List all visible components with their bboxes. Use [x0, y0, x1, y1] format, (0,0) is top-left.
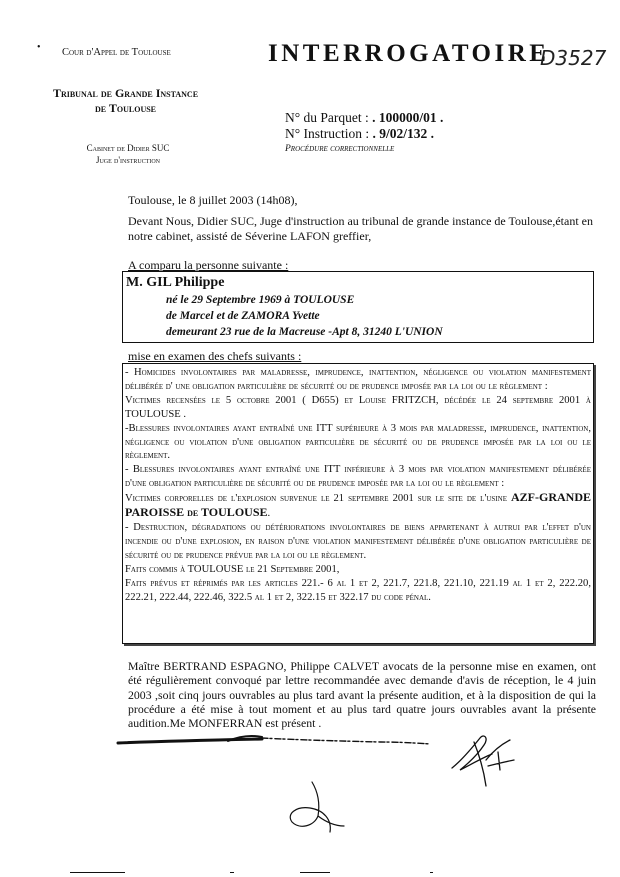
signature-stroke-line [118, 736, 430, 744]
person-parents: de Marcel et de ZAMORA Yvette [166, 310, 320, 322]
document-title: INTERROGATOIRE [268, 40, 550, 67]
instruction-label: N° Instruction : [285, 126, 370, 141]
margin-mark: • [37, 42, 41, 53]
person-birth: né le 29 Septembre 1969 à TOULOUSE [166, 294, 355, 306]
cabinet-line-2: Juge d'instruction [95, 155, 161, 165]
charge-homicides: - Homicides involontaires par maladresse, imprudence, inattention, négligence ou violation manifestement délibérée d' une obligation particulière de sécurité ou de prudence imposée par la loi ou le règlement : [125, 367, 591, 392]
procedure-type: Procédure correctionnelle [285, 144, 395, 154]
charge-blessures-sup: -Blessures involontaires ayant entraîné une ITT supérieure à 3 mois par maladresse, imprudence, inattention, négligence ou violation d'une obligation particulière de sécurité ou de prudence imposée par la loi ou le règlement. [125, 422, 591, 462]
handwritten-document-number: D3527 [540, 46, 607, 70]
charge-victims: Victimes recensées le 5 octobre 2001 ( D655) et Louise FRITZCH, décédée le 24 septembre 2001 à TOULOUSE . [125, 394, 591, 420]
parquet-label: N° du Parquet : [285, 110, 369, 125]
instruction-value: . 9/02/132 . [372, 126, 435, 141]
bottom-edge-dots [70, 872, 433, 873]
charge-site-name: AZF-GRANDE PAROISSE de TOULOUSE [125, 490, 591, 520]
charge-facts-date: Faits commis à TOULOUSE le 21 Septembre 2001, [125, 563, 340, 575]
person-name: M. GIL Philippe [126, 275, 225, 290]
parquet-value: . 100000/01 . [372, 110, 444, 125]
avocats-paragraph: Maître BERTRAND ESPAGNO, Philippe CALVET avocats de la personne mise en examen, ont été régulièrement convoqué par lettre recommandée avec demande d'avis de réception, le 4 juin 2003 ,soit cinq jours ouvrables au plus tard avant la présente audition, et à la disposition de qui la procédure a été mise à tout moment et au plus tard quatre jours ouvrables avant la présente audition.Me MONFERRAN est présent . [128, 659, 596, 731]
compare-label: A comparu la personne suivante : [128, 258, 289, 272]
devant-paragraph: Devant Nous, Didier SUC, Juge d'instruction au tribunal de grande instance de Toulouse,étant en notre cabinet, assisté de Séverine LAFON greffier, [128, 214, 593, 243]
charge-destruction: - Destruction, dégradations ou détériorations involontaires de biens appartenant à autrui par l'effet d'un incendie ou d'une explosion, en raison d'une violation manifestement délibérée d'une obligation particulière de sécurité ou de prudence prévue par la loi ou le règlement. [125, 521, 591, 561]
charge-articles: Faits prévus et réprimés par les articles 221.- 6 al 1 et 2, 221.7, 221.8, 221.10, 221.19 al 1 et 2, 222.20, 222.21, 222.44, 222.46, 322.5 al 1 et 2, 322.15 et 322.17 du code pénal. [125, 577, 591, 603]
court-name: Cour d'Appel de Toulouse [62, 47, 171, 58]
mise-en-examen-label: mise en examen des chefs suivants : [128, 349, 302, 363]
date-line: Toulouse, le 8 juillet 2003 (14h08), [128, 193, 298, 207]
judge-signature [452, 736, 514, 786]
tribunal-line-1: Tribunal de Grande Instance [52, 86, 199, 100]
charge-explosion-pre: Victimes corporelles de l'explosion survenue le 21 septembre 2001 sur le site de l'usine [125, 493, 507, 505]
person-address: demeurant 23 rue de la Macreuse -Apt 8, 31240 L'UNION [166, 326, 443, 338]
charge-blessures-inf: - Blessures involontaires ayant entraîné une ITT inférieure à 3 mois par violation manifestement délibérée d'une obligation particulière de sécurité ou de prudence imposée par la loi ou le règlement : [125, 464, 591, 490]
tribunal-line-2: de Toulouse [94, 101, 157, 115]
charge-explosion-post: . [267, 508, 271, 520]
party-signature [290, 782, 344, 832]
cabinet-line-1: Cabinet de Didier SUC [86, 143, 170, 153]
